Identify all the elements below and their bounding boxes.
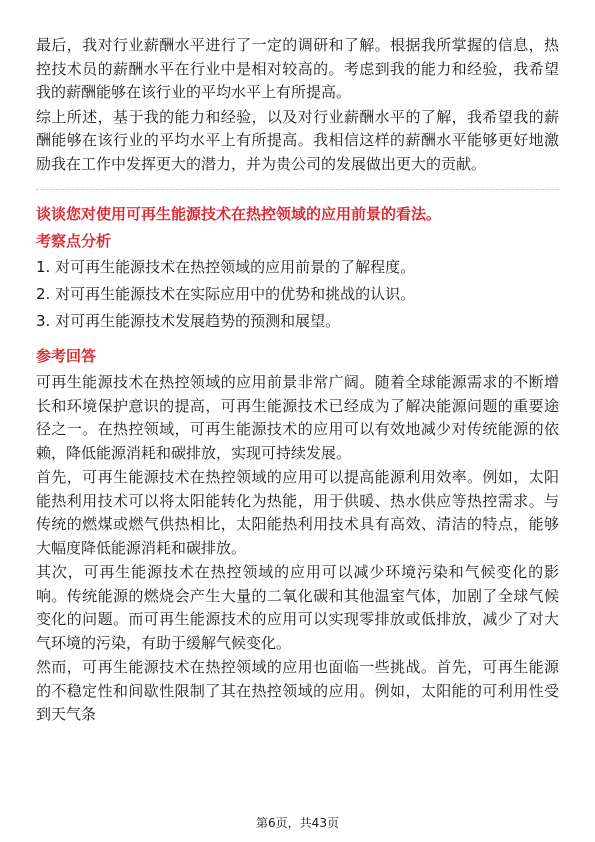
analysis-item-3: 3. 对可再生能源技术发展趋势的预测和展望。 [36, 312, 341, 330]
answer-paragraph-1: 可再生能源技术在热控领域的应用前景非常广阔。随着全球能源需求的不断增长和环境保护意识的提高，可再生能源技术已经成为了解决能源问题的重要途径之一。在热控领域，可再生能源技术的应用可以有效地减少对传统能源的依赖，降低能源消耗和碳排放，实现可持续发展。 [36, 373, 559, 462]
section-divider [36, 189, 559, 190]
answer-paragraph-4: 然而，可再生能源技术在热控领域的应用也面临一些挑战。首先，可再生能源的不稳定性和间歇性限制了其在热控领域的应用。例如，太阳能的可利用性受到天气条 [36, 658, 559, 723]
answer-paragraph-3: 其次，可再生能源技术在热控领域的应用可以减少环境污染和气候变化的影响。传统能源的燃烧会产生大量的二氧化碳和其他温室气体，加剧了全球气候变化的问题。而可再生能源技术的应用可以实现零排放或低排放，减少了对大气环境的污染，有助于缓解气候变化。 [36, 563, 559, 652]
analysis-item-1: 1. 对可再生能源技术在热控领域的应用前景的了解程度。 [36, 258, 416, 276]
page-footer: 第6页，共43页 [256, 816, 339, 830]
page-content [36, 34, 559, 728]
question-heading: 谈谈您对使用可再生能源技术在热控领域的应用前景的看法。 [36, 205, 442, 223]
intro-paragraph-1: 最后，我对行业薪酬水平进行了一定的调研和了解。根据我所掌握的信息，热控技术员的薪酬水平在行业中是相对较高的。考虑到我的能力和经验，我希望我的薪酬能够在该行业的平均水平上有所提高。 [36, 36, 559, 101]
answer-title: 参考回答 [36, 347, 97, 365]
analysis-title: 考察点分析 [36, 232, 112, 250]
analysis-item-2: 2. 对可再生能源技术在实际应用中的优势和挑战的认识。 [36, 285, 416, 303]
intro-paragraph-2: 综上所述，基于我的能力和经验，以及对行业薪酬水平的了解，我希望我的薪酬能够在该行业的平均水平上有所提高。我相信这样的薪酬水平能够更好地激励我在工作中发挥更大的潜力，并为贵公司的发展做出更大的贡献。 [36, 107, 559, 173]
answer-paragraph-2: 首先，可再生能源技术在热控领域的应用可以提高能源利用效率。例如，太阳能热利用技术可以将太阳能转化为热能，用于供暖、热水供应等热控需求。与传统的燃煤或燃气供热相比，太阳能热利用技术具有高效、清洁的特点，能够大幅度降低能源消耗和碳排放。 [36, 468, 559, 557]
